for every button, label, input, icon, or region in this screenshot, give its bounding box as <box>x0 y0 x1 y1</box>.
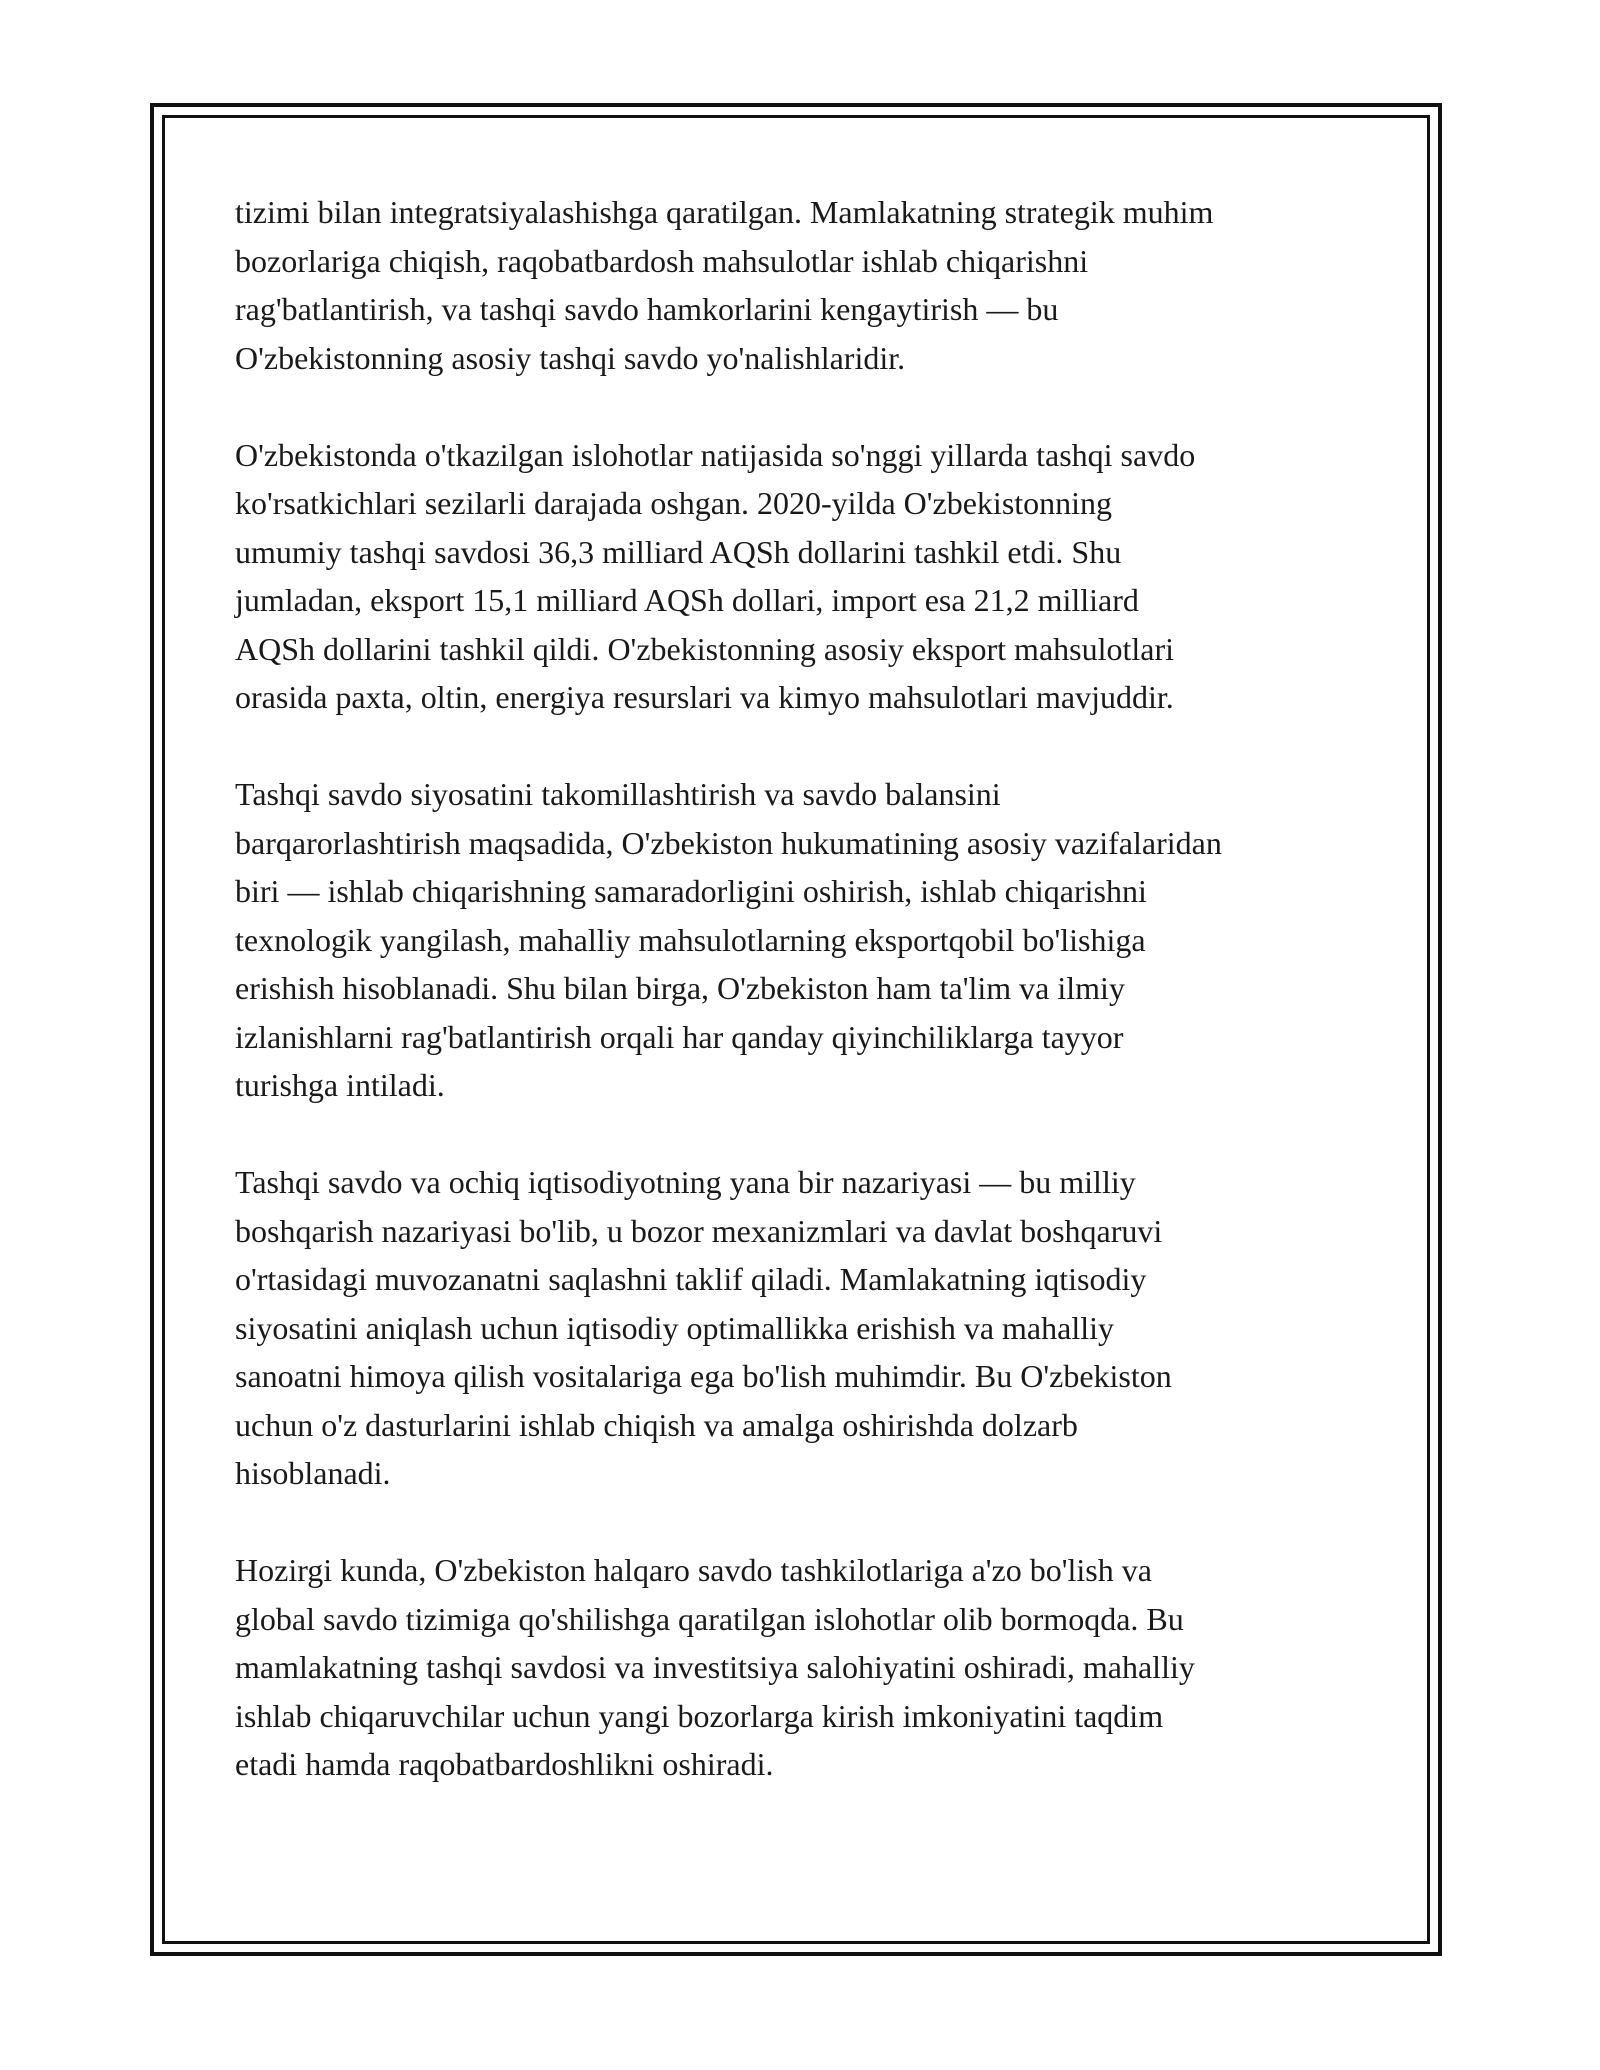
paragraph-4: Tashqi savdo va ochiq iqtisodiyotning yana bir nazariyasi — bu milliy boshqarish nazariyasi bo'lib, u bozor mexanizmlari va davlat boshqaruvi o'rtasidagi muvozanatni saqlashni taklif qiladi. Mamlakatning iqtisodiy siyosatini aniqlash uchun iqtisodiy optimallikka erishish va mahalliy sanoatni himoya qilish vositalariga ega bo'lish muhimdir. Bu O'zbekiston uchun o'z dasturlarini ishlab chiqish va amalga oshirishda dolzarb hisoblanadi. <box>235 1164 1172 1491</box>
paragraph-5: Hozirgi kunda, O'zbekiston halqaro savdo tashkilotlariga a'zo bo'lish va global savdo tizimiga qo'shilishga qaratilgan islohotlar olib bormoqda. Bu mamlakatning tashqi savdosi va investitsiya salohiyatini oshiradi, mahalliy ishlab chiqaruvchilar uchun yangi bozorlarga kirish imkoniyatini taqdim etadi hamda raqobatbardoshlikni oshiradi. <box>235 1552 1195 1782</box>
paragraph-2: O'zbekistonda o'tkazilgan islohotlar natijasida so'nggi yillarda tashqi savdo ko'rsatkichlari sezilarli darajada oshgan. 2020-yilda O'zbekistonning umumiy tashqi savdosi 36,3 milliard AQSh dollarini tashkil etdi. Shu jumladan, eksport 15,1 milliard AQSh dollari, import esa 21,2 milliard AQSh dollarini tashkil qildi. O'zbekistonning asosiy eksport mahsulotlari orasida paxta, oltin, energiya resurslari va kimyo mahsulotlari mavjuddir. <box>235 436 1196 715</box>
paragraph-1: tizimi bilan integratsiyalashishga qaratilgan. Mamlakatning strategik muhim bozorlariga chiqish, raqobatbardosh mahsulotlar ishlab chiqarishni rag'batlantirish, va tashqi savdo hamkorlarini kengaytirish — bu O'zbekistonning asosiy tashqi savdo yo'nalishlaridir. <box>235 194 1214 376</box>
paragraph-3: Tashqi savdo siyosatini takomillashtirish va savdo balansini barqarorlashtirish maqsadida, O'zbekiston hukumatining asosiy vazifalaridan biri — ishlab chiqarishning samaradorligini oshirish, ishlab chiqarishni texnologik yangilash, mahalliy mahsulotlarning eksportqobil bo'lishiga erishish hisoblanadi. Shu bilan birga, O'zbekiston ham ta'lim va ilmiy izlanishlarni rag'batlantirish orqali har qanday qiyinchiliklarga tayyor turishga intiladi. <box>235 776 1222 1103</box>
document-body <box>235 188 1375 1837</box>
